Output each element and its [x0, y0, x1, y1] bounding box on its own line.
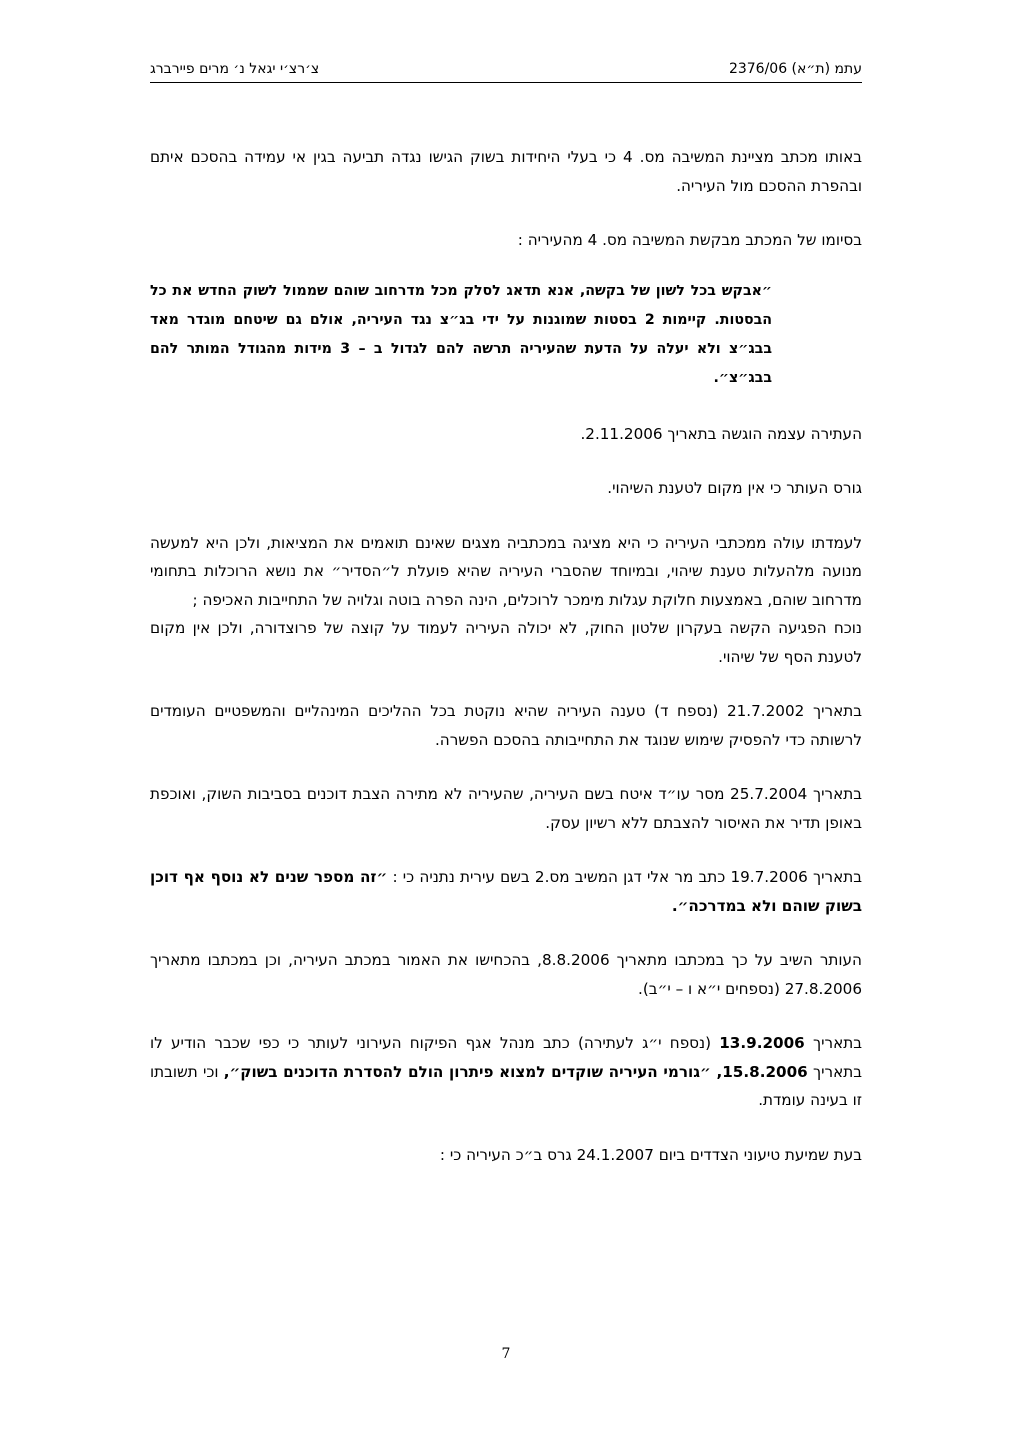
paragraph-10 [150, 1029, 862, 1115]
paragraph-6: בתאריך 21.7.2002 (נספח ד) טענה העיריה שהיא נוקטת בכל ההליכים המינהליים והמשפטיים העומדים לרשותה כדי להפסיק שימוש שנוגד את התחייבותה בהסכם הפשרה. [150, 702, 862, 749]
paragraph-3: העתירה עצמה הוגשה בתאריך 2.11.2006. [580, 424, 862, 443]
paragraph-8-text: בתאריך 19.7.2006 כתב מר אלי דגן המשיב מס.2 בשם עירית נתניה כי : [387, 868, 862, 886]
paragraph-10-text-2: (נספח י״ג לעתירה) כתב מנהל אגף הפיקוח העירוני לעותר כי כפי שכבר הודיע לו בתאריך [150, 1034, 862, 1081]
paragraph-1: באותו מכתב מציינת המשיבה מס. 4 כי בעלי היחידות בשוק הגישו נגדה תביעה בגין אי עמידה בהסכם איתם ובהפרת ההסכם מול העיריה. [150, 148, 863, 195]
paragraph-7: בתאריך 25.7.2004 מסר עו״ד איטח בשם העיריה, שהעיריה לא מתירה הצבת דוכנים בסביבות השוק, ואוכפת באופן תדיר את האיסור להצבתם ללא רשיון עסק. [150, 785, 862, 832]
paragraph-8-quote: ״זה מספר שנים לא נוסף אף דוכן בשוק שוהם ולא במדרכה״. [150, 868, 862, 915]
paragraph-10-text-3: וכי תשובתו זו בעינה עומדת. [150, 1062, 862, 1109]
paragraph-10-quote: 15.8.2006, ״גורמי העיריה שוקדים למצוא פיתרון הולם להסדרת הדוכנים בשוק״, [223, 1062, 808, 1081]
paragraph-10-text-1: בתאריך [804, 1034, 862, 1052]
paragraph-9: העותר השיב על כך במכתבו מתאריך 8.8.2006, בהכחישו את האמור במכתב העיריה, וכן במכתבו מתאריך 27.8.2006 (נספחים י״א ו – י״ב). [150, 951, 862, 998]
paragraph-8 [150, 863, 862, 920]
paragraph-11: בעת שמיעת טיעוני הצדדים ביום 24.1.2007 גרס ב״כ העיריה כי : [439, 1145, 862, 1164]
paragraph-5b: נוכח הפגיעה הקשה בעקרון שלטון החוק, לא יכולה העיריה לעמוד על קוצה של פרוצדורה, ולכן אין מקום לטענת הסף של שיהוי. [150, 619, 862, 666]
case-parties: צ׳רצ׳י יגאל נ׳ מרים פיירברג [150, 61, 320, 77]
document-body [150, 143, 862, 1195]
block-quote: ״אבקש בכל לשון של בקשה, אנא תדאג לסלק מכל מדרחוב שוהם שממול לשוק החדש את כל הבסטות. קיימות 2 בסטות שמוגנות על ידי בג״צ נגד העיריה, אולם גם שיטחם מוגדר מאד בבג״צ ולא יעלה על הדעת שהעיריה תרשה להם לגדול ב – 3 מידות מהגודל המותר להם בבג״צ״. [150, 282, 773, 386]
paragraph-10-date: 13.9.2006 [719, 1034, 805, 1052]
paragraph-5a: לעמדתו עולה ממכתבי העיריה כי היא מציגה במכתביה מצגים שאינם תואמים את המציאות, ולכן היא למעשה מנועה מלהעלות טענת שיהוי, ובמיוחד שהסברי העיריה שהיא פועלת ל״הסדיר״ את נושא הרוכלות בתחומי מדרחוב שוהם, באמצעות חלוקת עגלות מימכר לרוכלים, הינה הפרה בוטה וגלויה של התחייבות האכיפה ; [150, 533, 862, 609]
paragraph-4: גורס העותר כי אין מקום לטענת השיהוי. [607, 479, 862, 497]
case-number: עתמ (ת״א) 2376/06 [728, 61, 862, 77]
paragraph-2: בסיומו של המכתב מבקשת המשיבה מס. 4 מהעיריה : [517, 231, 862, 249]
page-header [150, 58, 862, 83]
page-number: 7 [501, 1346, 511, 1362]
